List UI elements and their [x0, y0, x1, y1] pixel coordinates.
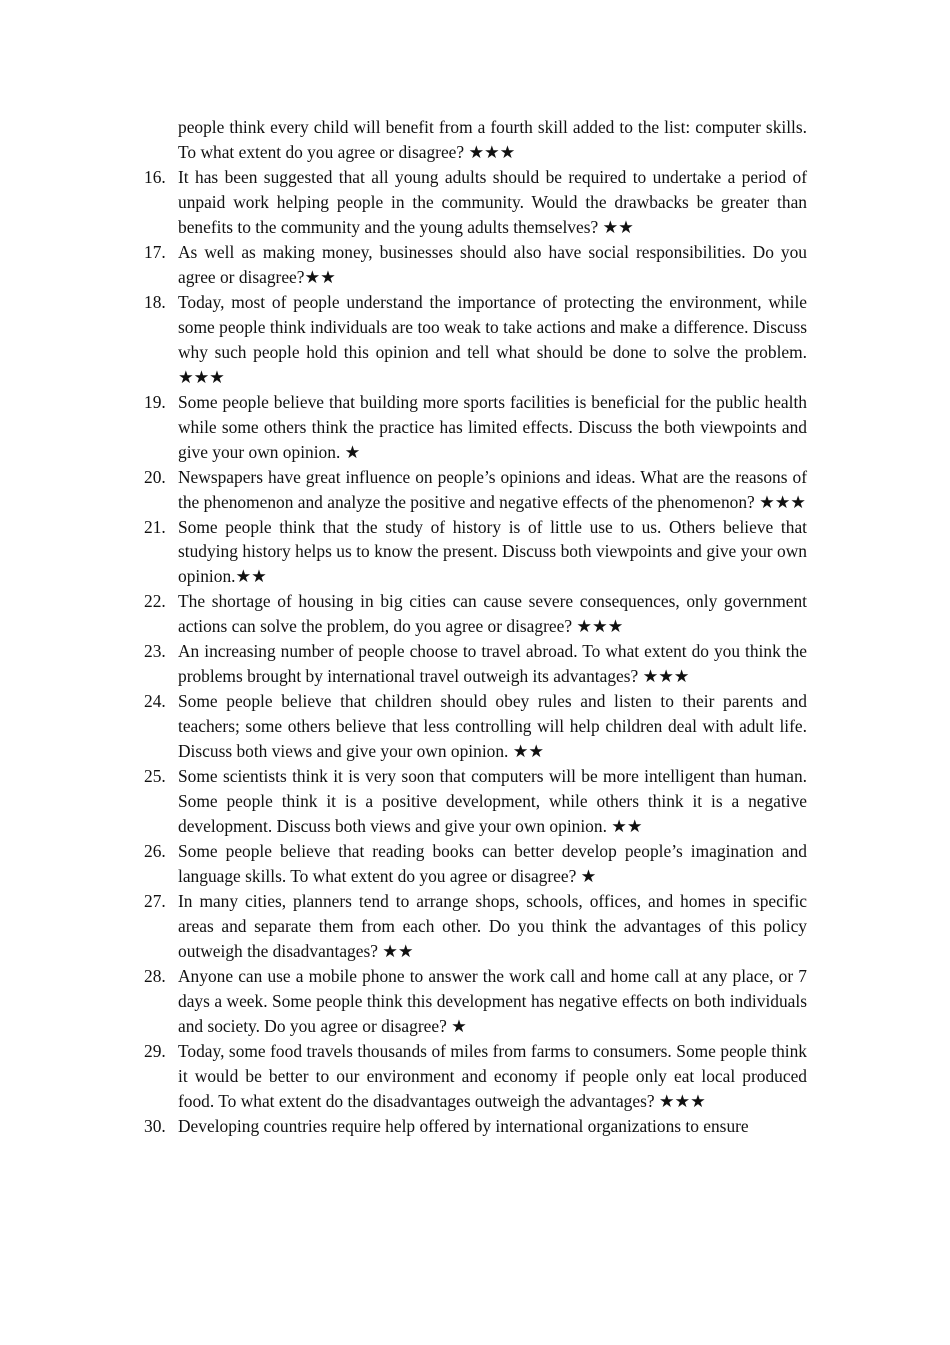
item-text: people think every child will benefit from a fourth skill added to the list: computer skills. To what extent do you agree or disagree? [178, 117, 807, 162]
item-number: 30. [144, 1115, 166, 1136]
list-item [144, 764, 807, 839]
item-text: As well as making money, businesses should also have social responsibilities. Do you agree or disagree? [178, 241, 807, 287]
item-text: Newspapers have great influence on people’s opinions and ideas. What are the reasons of the phenomenon and analyze the positive and negative effects of the phenomenon? [178, 466, 807, 512]
list-item [144, 290, 807, 390]
item-text: Anyone can use a mobile phone to answer the work call and home call at any place, or 7 days a week. Some people think this development has negative effects on both individuals and society. Do you agree or disagree? [178, 965, 807, 1036]
list-item [144, 964, 807, 1039]
list-item [178, 115, 807, 165]
list-item [144, 1039, 807, 1114]
list-item [144, 1114, 807, 1139]
item-number: 25. [144, 766, 166, 787]
item-text: Some people believe that children should obey rules and listen to their parents and teachers; some others believe that less controlling will help children deal with adult life. Discuss both views and give your own opinion. [178, 691, 807, 762]
item-text: Some scientists think it is very soon that computers will be more intelligent than human. Some people think it is a positive development, while others think it is a negative development. Discuss both views and give your own opinion. [178, 766, 807, 837]
list-item [144, 889, 807, 964]
difficulty-stars: ★★★ [754, 491, 806, 512]
difficulty-stars: ★ [446, 1015, 467, 1036]
difficulty-stars: ★★★ [654, 1090, 706, 1111]
item-text: An increasing number of people choose to travel abroad. To what extent do you think the problems brought by international travel outweigh its advantages? [178, 641, 807, 687]
item-text: Some people believe that building more sports facilities is beneficial for the public health while some others think the practice has limited effects. Discuss the both viewpoints and give your own opinion. [178, 391, 807, 462]
item-text: Developing countries require help offered by international organizations to ensure [178, 1115, 749, 1136]
list-item [144, 465, 807, 515]
item-number: 23. [144, 641, 166, 662]
difficulty-stars: ★★ [508, 741, 544, 762]
list-item [144, 639, 807, 689]
difficulty-stars: ★★ [606, 816, 643, 837]
item-number: 28. [144, 965, 166, 986]
difficulty-stars: ★ [576, 866, 597, 887]
difficulty-stars: ★★ [377, 940, 414, 961]
difficulty-stars: ★★ [235, 566, 267, 587]
item-number: 27. [144, 891, 166, 912]
difficulty-stars: ★★★ [638, 666, 690, 687]
item-number: 21. [144, 516, 166, 537]
list-item [144, 165, 807, 240]
essay-topic-list [144, 115, 807, 1139]
list-item [144, 240, 807, 290]
list-item [144, 515, 807, 590]
item-number: 26. [144, 841, 166, 862]
item-number: 24. [144, 691, 166, 712]
item-text: The shortage of housing in big cities can cause severe consequences, only government actions can solve the problem, do you agree or disagree? [178, 591, 807, 637]
item-number: 29. [144, 1040, 166, 1061]
difficulty-stars: ★ [340, 441, 361, 462]
item-number: 20. [144, 466, 166, 487]
difficulty-stars: ★★★ [572, 616, 624, 637]
item-number: 17. [144, 241, 166, 262]
item-text: Some people think that the study of history is of little use to us. Others believe that studying history helps us to know the present. Discuss both viewpoints and give your own opinion. [178, 516, 807, 587]
list-item [144, 689, 807, 764]
item-number: 22. [144, 591, 166, 612]
item-text: Some people believe that reading books can better develop people’s imagination and language skills. To what extent do you agree or disagree? [178, 841, 807, 887]
item-number: 16. [144, 166, 166, 187]
item-text: It has been suggested that all young adults should be required to undertake a period of unpaid work helping people in the community. Would the drawbacks be greater than benefits to the community and the young adults themselves? [178, 166, 807, 237]
list-item [144, 589, 807, 639]
list-item [144, 390, 807, 465]
item-text: Today, most of people understand the importance of protecting the environment, while some people think individuals are too weak to take actions and make a difference. Discuss why such people hold this opinion and tell what should be done to solve the problem. [178, 291, 807, 362]
list-item [144, 839, 807, 889]
difficulty-stars: ★★ [304, 266, 336, 287]
difficulty-stars: ★★ [598, 216, 634, 237]
item-text: Today, some food travels thousands of miles from farms to consumers. Some people think it would be better to our environment and economy if people only eat local produced food. To what extent do the disadvantages outweigh the advantages? [178, 1040, 807, 1111]
item-number: 19. [144, 391, 166, 412]
item-number: 18. [144, 291, 166, 312]
difficulty-stars: ★★★ [178, 366, 225, 387]
item-text: In many cities, planners tend to arrange shops, schools, offices, and homes in specific areas and separate them from each other. Do you think the advantages of this policy outweigh the disadvantages? [178, 891, 807, 961]
difficulty-stars: ★★★ [464, 141, 516, 162]
